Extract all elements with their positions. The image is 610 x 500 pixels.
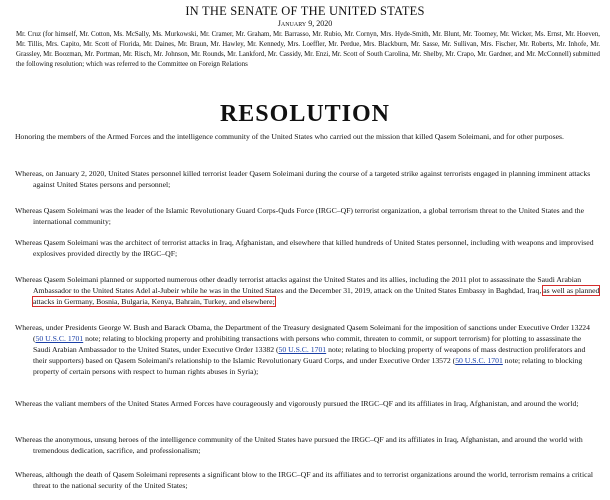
usc-link-2[interactable]: 50 U.S.C. 1701 (278, 345, 327, 354)
whereas-clause-8: Whereas, although the death of Qasem Soleimani represents a significant blow to the IRGC–QF and its affiliates and to terrorist organizations around the world, terrorism remains a critical threat to the national security of the United States; (15, 470, 594, 490)
resolution-date: January 9, 2020 (277, 19, 333, 28)
whereas-clause-7: Whereas the anonymous, unsung heroes of the intelligence community of the United States have pursued the IRGC–QF and its affiliates in Iraq, Afghanistan, and around the world with tremendous dedication, sacrifice, and professionalism; (15, 435, 583, 455)
highlighted-text-box: as well as planned attacks in Germany, Bosnia, Bulgaria, Kenya, Bahrain, Turkey, and elsewhere; (33, 286, 600, 306)
purpose-paragraph: Honoring the members of the Armed Forces and the intelligence community of the United States who carried out the mission that killed Qasem Soleimani, and for other purposes. (15, 132, 564, 141)
resolution-title: RESOLUTION (219, 101, 391, 127)
whereas-clause-3: Whereas Qasem Soleimani was the architect of terrorist attacks in Iraq, Afghanistan, and elsewhere that killed hundreds of United States personnel, including with weapons and improvised explosives provided directly by the IRGC–QF; (15, 238, 594, 258)
usc-link-1[interactable]: 50 U.S.C. 1701 (35, 334, 84, 343)
clause-5-text-d: note; relating to blocking property of certain persons with respect to human rights abuses in Syria); (33, 356, 583, 376)
whereas-clause-4-text: Whereas Qasem Soleimani planned or supported numerous other deadly terrorist attacks against the United States and its allies, including the 2011 plot to assassinate the Saudi Arabian Ambassador to the United States Adel al-Jubeir while he was in the United States and the December 31, 2019, attack on the United States Embassy in Baghdad, Iraq, (15, 275, 582, 295)
whereas-clause-6: Whereas the valiant members of the United States Armed Forces have courageously and vigorously pursued the IRGC–QF and its affiliates in Iraq, Afghanistan, and around the world; (15, 399, 579, 408)
clause-5-text-a: Whereas, under Presidents George W. Bush and Barack Obama, the Department of the Treasury designated Qasem Soleimani for the imposition of sanctions under Executive Order 13224 ( (15, 323, 590, 343)
clause-5-text-b: note; relating to blocking property and prohibiting transactions with persons who commit, threaten to commit, or support terrorism) for plotting to assassinate the Saudi Arabian Ambassador to the United States, under Executive Order 13382 ( (33, 334, 582, 354)
whereas-clause-2: Whereas Qasem Soleimani was the leader of the Islamic Revolutionary Guard Corps-Quds Force (IRGC–QF) terrorist organization, a global terrorism threat to the United States and the international community; (15, 206, 585, 226)
usc-link-3[interactable]: 50 U.S.C. 1701 (455, 356, 503, 365)
whereas-clause-1: Whereas, on January 2, 2020, United States personnel killed terrorist leader Qasem Soleimani during the course of a targeted strike against terrorists engaged in planning imminent attacks against United States persons and personnel; (15, 169, 591, 189)
whereas-clause-4 (15, 274, 600, 307)
whereas-clause-5 (15, 322, 600, 377)
sponsors-paragraph: Mr. Cruz (for himself, Mr. Cotton, Ms. McSally, Ms. Murkowski, Mr. Cramer, Mr. Graham, Mr. Barrasso, Mr. Rubio, Mr. Cornyn, Mrs. Hyde-Smith, Mr. Blunt, Mr. Toomey, Mr. Wicker, Ms. Ernst, Mr. Hoeven, Mr. Tillis, Mrs. Capito, Mr. Scott of Florida, Mr. Daines, Mr. Braun, Mr. Hawley, Mr. Kennedy, Mrs. Loeffler, Mr. Perdue, Mrs. Blackburn, Mr. Sasse, Mr. Sullivan, Mrs. Fischer, Mr. Roberts, Mr. Inhofe, Mr. Grassley, Mr. Boozman, Mr. Portman, Mr. Risch, Mr. Johnson, Mr. Rounds, Mr. Lankford, Mr. Cassidy, Mr. Enzi, Mr. Scott of South Carolina, Mr. Shelby, Mr. Crapo, Mr. Gardner, and Mr. McConnell) submitted the following resolution; which was referred to the Committee on Foreign Relations (16, 31, 600, 68)
senate-heading: IN THE SENATE OF THE UNITED STATES (185, 4, 425, 18)
clause-5-text-c: note; relating to blocking property of weapons of mass destruction proliferators and their supporters) based on Qasem Soleimani's relationship to the Islamic Revolutionary Guard Corps, and under Executive Order 13572 ( (33, 345, 586, 365)
